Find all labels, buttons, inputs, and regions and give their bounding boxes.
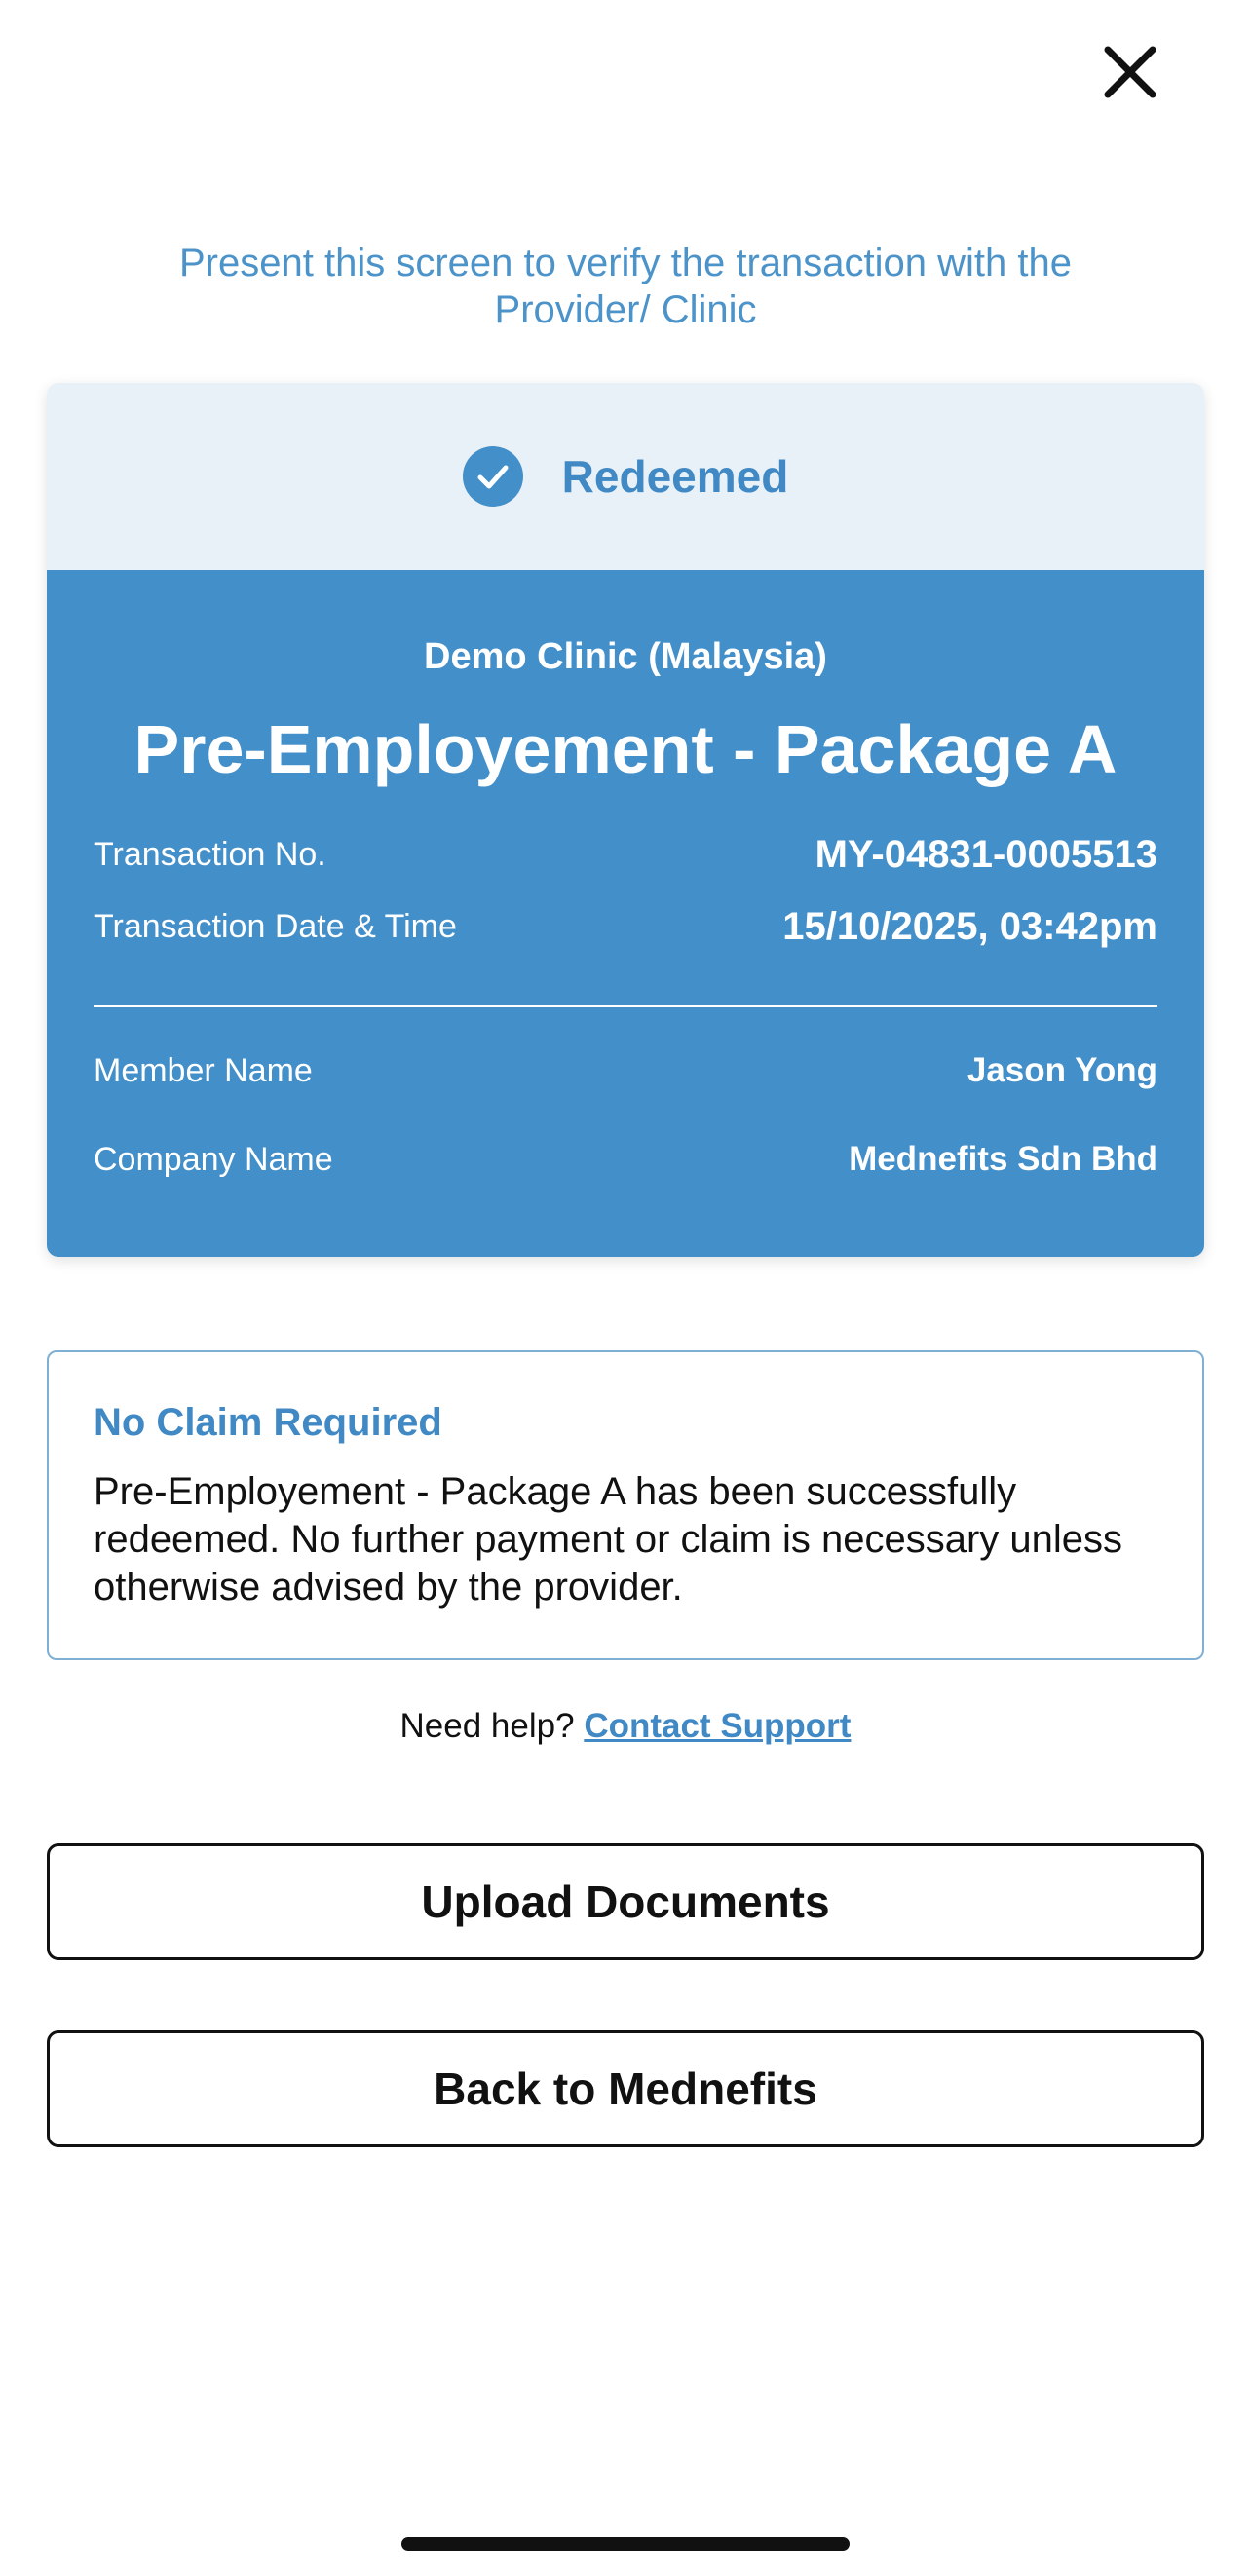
no-claim-notice [47, 1350, 1204, 1660]
details-divider [94, 1005, 1157, 1007]
company-name-label: Company Name [94, 1140, 333, 1178]
instruction-text: Present this screen to verify the transaction with the Provider/ Clinic [179, 242, 1072, 331]
receipt-details [47, 570, 1204, 1257]
help-line [0, 1707, 1251, 1746]
member-name-label: Member Name [94, 1051, 313, 1089]
clinic-name: Demo Clinic (Malaysia) [424, 636, 827, 677]
company-name-value: Mednefits Sdn Bhd [849, 1140, 1157, 1178]
transaction-no-value: MY-04831-0005513 [815, 833, 1157, 876]
transaction-datetime-value: 15/10/2025, 03:42pm [782, 905, 1157, 948]
back-to-mednefits-button[interactable]: Back to Mednefits [47, 2030, 1204, 2147]
receipt-card [47, 383, 1204, 1257]
transaction-datetime-label: Transaction Date & Time [94, 908, 457, 945]
transaction-datetime-row [94, 905, 1157, 949]
close-button[interactable] [1091, 39, 1169, 105]
status-banner [47, 383, 1204, 570]
company-name-row [94, 1140, 1157, 1179]
package-name: Pre-Employement - Package A [133, 711, 1118, 787]
status-label: Redeemed [561, 451, 789, 502]
transaction-no-label: Transaction No. [94, 836, 326, 873]
upload-documents-button[interactable]: Upload Documents [47, 1843, 1204, 1960]
check-circle-icon [463, 446, 523, 507]
transaction-no-row [94, 833, 1157, 877]
notice-body: Pre-Employement - Package A has been successfully redeemed. No further payment or claim is necessary unless otherwise advised by the provider. [94, 1470, 1123, 1609]
help-prefix: Need help? [399, 1707, 575, 1745]
member-name-value: Jason Yong [967, 1051, 1157, 1089]
contact-support-link[interactable]: Contact Support [584, 1707, 852, 1745]
home-indicator [401, 2537, 850, 2551]
close-icon [1102, 44, 1158, 100]
member-name-row [94, 1051, 1157, 1090]
notice-title: No Claim Required [94, 1401, 442, 1444]
